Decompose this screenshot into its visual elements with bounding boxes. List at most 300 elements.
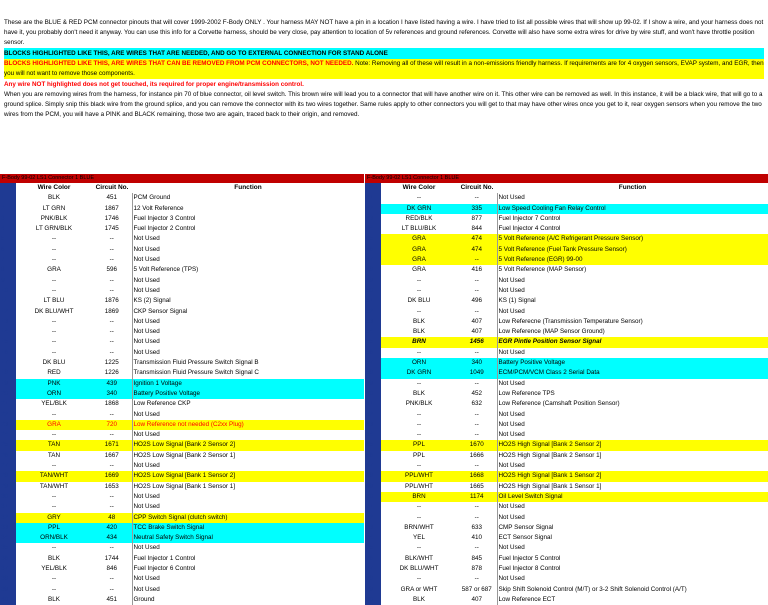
wire-color: -- bbox=[51, 286, 57, 294]
pin-function: Low Referecne (Transmission Temperature Sensor) bbox=[497, 317, 768, 327]
table-row bbox=[365, 193, 768, 203]
table-row bbox=[365, 585, 768, 595]
circuit-number: 877 bbox=[471, 214, 482, 222]
wire-color: -- bbox=[416, 348, 422, 356]
circuit-number: 596 bbox=[106, 266, 117, 274]
pin-function: HO2S Low Signal [Bank 2 Sensor 2] bbox=[132, 440, 364, 450]
table-row bbox=[365, 265, 768, 275]
wire-color: DK BLU/WHT bbox=[34, 307, 74, 315]
wire-color: -- bbox=[416, 379, 422, 387]
table-row bbox=[365, 420, 768, 430]
circuit-number: -- bbox=[474, 348, 479, 356]
function-header: Function bbox=[234, 184, 262, 191]
circuit-number: 416 bbox=[471, 266, 482, 274]
pin-function: Not Used bbox=[132, 461, 364, 471]
legend-removable-note: Note: Removing all of these will result in a non-emissions friendly harness. If requirements are for 4 oxygen sensors, EVAP system, and EGR, then you will not want to remove those components. bbox=[4, 60, 764, 77]
pin-number: 20 bbox=[0, 389, 16, 399]
pin-function: Transmission Fluid Pressure Switch Signal B bbox=[132, 358, 364, 368]
pin-function: HO2S Low Signal [Bank 1 Sensor 1] bbox=[132, 482, 364, 492]
table-row bbox=[365, 399, 768, 409]
table-row bbox=[0, 502, 364, 512]
wire-color: LT GRN/BLK bbox=[35, 225, 73, 233]
wire-color: PPL bbox=[413, 451, 425, 459]
pin-function: Not Used bbox=[497, 276, 768, 286]
table-row bbox=[0, 482, 364, 492]
pin-number: 10 bbox=[0, 286, 16, 296]
legend-needed: BLOCKS HIGHLIGHTED LIKE THIS, ARE WIRES THAT ARE NEEDED, AND GO TO EXTERNAL CONNECTION FOR STAND ALONE bbox=[4, 48, 764, 59]
wire-color: -- bbox=[416, 431, 422, 439]
pin-number: 2 bbox=[0, 204, 16, 214]
pin-number: 37 bbox=[0, 564, 16, 574]
circuit-number: 1174 bbox=[457, 492, 497, 502]
wire-color: DK BLU bbox=[42, 359, 66, 367]
left-pinout-table bbox=[0, 174, 364, 605]
header-row bbox=[365, 183, 768, 193]
table-row bbox=[365, 327, 768, 337]
pin-function: HO2S High Signal [Bank 2 Sensor 2] bbox=[497, 440, 768, 450]
table-row bbox=[0, 451, 364, 461]
table-row bbox=[0, 327, 364, 337]
pin-function: Fuel Injector 5 Control bbox=[497, 554, 768, 564]
wire-color: -- bbox=[416, 410, 422, 418]
circuit-number: -- bbox=[474, 307, 479, 315]
circuit-number: -- bbox=[109, 328, 114, 336]
pin-function: Not Used bbox=[132, 348, 364, 358]
pin-function: EGR Pintle Position Sensor Signal bbox=[497, 337, 768, 347]
pin-function: Low Reference (Camshaft Position Sensor) bbox=[497, 399, 768, 409]
pin-function: Not Used bbox=[497, 543, 768, 553]
table-row bbox=[0, 204, 364, 214]
table-row bbox=[0, 554, 364, 564]
table-row bbox=[0, 234, 364, 244]
pin-number: 35 bbox=[0, 543, 16, 553]
wire-color: YEL/BLK bbox=[41, 400, 67, 408]
pin-function: Not Used bbox=[497, 420, 768, 430]
table-row bbox=[0, 337, 364, 347]
pin-number: 9 bbox=[0, 276, 16, 286]
circuit-number: 439 bbox=[92, 379, 132, 389]
pin-number: 30 bbox=[0, 492, 16, 502]
wire-color: ORN bbox=[381, 358, 457, 368]
circuit-number: -- bbox=[474, 379, 479, 387]
wire-color: DK GRN bbox=[381, 368, 457, 378]
pin-function: ECM/PCM/VCM Class 2 Serial Data bbox=[497, 368, 768, 378]
pin-number: 25 bbox=[0, 440, 16, 450]
circuit-number: -- bbox=[474, 575, 479, 583]
pin-function: Not Used bbox=[497, 410, 768, 420]
pin-header: Pin bbox=[365, 183, 381, 193]
table-row bbox=[0, 430, 364, 440]
table-row bbox=[0, 410, 364, 420]
circuit-number: -- bbox=[474, 513, 479, 521]
pin-function: Transmission Fluid Pressure Switch Signal C bbox=[132, 368, 364, 378]
pin-function: HO2S Low Signal [Bank 2 Sensor 1] bbox=[132, 451, 364, 461]
wire-color: -- bbox=[51, 276, 57, 284]
pin-function: Oil Level Switch Signal bbox=[497, 492, 768, 502]
pin-number: 29 bbox=[0, 482, 16, 492]
circuit-number: -- bbox=[474, 410, 479, 418]
circuit-number: 451 bbox=[106, 194, 117, 202]
circuit-number: 1867 bbox=[104, 204, 119, 212]
wire-color: PPL/WHT bbox=[381, 471, 457, 481]
table-row bbox=[0, 471, 364, 481]
table-row bbox=[365, 379, 768, 389]
pin-number: 69 bbox=[365, 482, 381, 492]
pin-function: Not Used bbox=[132, 430, 364, 440]
pin-function: Not Used bbox=[132, 585, 364, 595]
pin-number: 78 bbox=[365, 574, 381, 584]
pin-number: 11 bbox=[0, 296, 16, 306]
table-row bbox=[0, 595, 364, 605]
pin-function: Ignition 1 Voltage bbox=[132, 379, 364, 389]
pin-number: 72 bbox=[365, 513, 381, 523]
pin-number: 33 bbox=[0, 523, 16, 533]
pin-function: TCC Brake Switch Signal bbox=[132, 523, 364, 533]
pin-function: Battery Positive Voltage bbox=[132, 389, 364, 399]
circuit-number: 1665 bbox=[469, 482, 484, 490]
pin-number: 79 bbox=[365, 585, 381, 595]
table-row bbox=[365, 461, 768, 471]
pin-number: 1 bbox=[0, 193, 16, 203]
table-row bbox=[0, 276, 364, 286]
table-row bbox=[365, 554, 768, 564]
pin-function: Not Used bbox=[132, 502, 364, 512]
table-row bbox=[365, 286, 768, 296]
table-row bbox=[365, 471, 768, 481]
pin-number: 18 bbox=[0, 368, 16, 378]
circuit-number: 407 bbox=[471, 317, 482, 325]
table-row bbox=[0, 265, 364, 275]
wire-color: GRA bbox=[412, 266, 426, 274]
circuit-header: Circuit No. bbox=[95, 184, 129, 191]
pin-function: Battery Positive Voltage bbox=[497, 358, 768, 368]
table-row bbox=[365, 307, 768, 317]
wire-color: YEL/BLK bbox=[41, 564, 67, 572]
pin-function: Not Used bbox=[132, 337, 364, 347]
pin-function: CPP Switch Signal (clutch switch) bbox=[132, 513, 364, 523]
pin-function: 5 Volt Reference (EGR) 99-00 bbox=[497, 255, 768, 265]
pin-function: Low Reference not needed (C2xx Plug) bbox=[132, 420, 364, 430]
pin-number: 23 bbox=[0, 420, 16, 430]
pin-number: 68 bbox=[365, 471, 381, 481]
pin-number: 62 bbox=[365, 410, 381, 420]
circuit-number: 632 bbox=[471, 400, 482, 408]
wire-color: -- bbox=[51, 544, 57, 552]
table-row bbox=[0, 389, 364, 399]
pin-function: Low Reference ECT bbox=[497, 595, 768, 605]
pin-number: 51 bbox=[365, 296, 381, 306]
pin-number: 64 bbox=[365, 430, 381, 440]
wire-color: -- bbox=[51, 328, 57, 336]
table-row bbox=[365, 492, 768, 502]
wire-color: ORN bbox=[16, 389, 92, 399]
pin-function: Not Used bbox=[132, 410, 364, 420]
pin-number: 26 bbox=[0, 451, 16, 461]
circuit-number: 1668 bbox=[457, 471, 497, 481]
circuit-number: 1666 bbox=[469, 451, 484, 459]
pin-function: CMP Sensor Signal bbox=[497, 523, 768, 533]
pin-function: Not Used bbox=[497, 513, 768, 523]
wire-color: GRA bbox=[381, 245, 457, 255]
pin-number: 48 bbox=[365, 265, 381, 275]
wire-color: -- bbox=[416, 575, 422, 583]
pin-number: 74 bbox=[365, 533, 381, 543]
pin-function: Fuel Injector 2 Control bbox=[132, 224, 364, 234]
legend-not-highlighted: Any wire NOT highlighted does not get touched, its required for proper engine/transmission control. bbox=[4, 81, 304, 88]
table-row bbox=[0, 255, 364, 265]
legend-removable bbox=[4, 59, 764, 79]
wire-color: -- bbox=[51, 338, 57, 346]
pin-number: 65 bbox=[365, 440, 381, 450]
circuit-number: 1456 bbox=[457, 337, 497, 347]
wire-color: -- bbox=[51, 235, 57, 243]
pin-number: 32 bbox=[0, 513, 16, 523]
circuit-number: 407 bbox=[471, 595, 482, 603]
pin-number: 52 bbox=[365, 307, 381, 317]
wire-color: LT BLU/BLK bbox=[401, 225, 437, 233]
table-row bbox=[0, 307, 364, 317]
wire-color: -- bbox=[51, 317, 57, 325]
pin-function: Not Used bbox=[132, 276, 364, 286]
circuit-number: -- bbox=[109, 431, 114, 439]
pin-function: Not Used bbox=[132, 574, 364, 584]
circuit-number: 1670 bbox=[457, 440, 497, 450]
circuit-number: 1653 bbox=[104, 482, 119, 490]
circuit-number: 1746 bbox=[104, 214, 119, 222]
wire-color: -- bbox=[51, 245, 57, 253]
pin-function: Not Used bbox=[497, 348, 768, 358]
wire-color: BLK bbox=[413, 595, 425, 603]
pin-number: 75 bbox=[365, 543, 381, 553]
pin-function: Low Reference CKP bbox=[132, 399, 364, 409]
circuit-number: 1225 bbox=[104, 359, 119, 367]
pin-number: 59 bbox=[365, 379, 381, 389]
circuit-number: -- bbox=[109, 256, 114, 264]
pin-number: 12 bbox=[0, 307, 16, 317]
table-row bbox=[365, 595, 768, 605]
table-row bbox=[0, 399, 364, 409]
wire-color: DK BLU/WHT bbox=[399, 564, 439, 572]
wire-color: DK GRN bbox=[381, 204, 457, 214]
pin-function: 12 Volt Reference bbox=[132, 204, 364, 214]
wire-color: -- bbox=[51, 256, 57, 264]
pin-number: 76 bbox=[365, 554, 381, 564]
pin-function: Fuel Injector 7 Control bbox=[497, 214, 768, 224]
pin-number: 22 bbox=[0, 410, 16, 420]
circuit-number: -- bbox=[109, 348, 114, 356]
table-row bbox=[365, 224, 768, 234]
table-row bbox=[0, 574, 364, 584]
table-row bbox=[365, 451, 768, 461]
pin-function: 5 Volt Reference (MAP Sensor) bbox=[497, 265, 768, 275]
pin-number: 66 bbox=[365, 451, 381, 461]
pin-function: Not Used bbox=[132, 286, 364, 296]
pin-number: 57 bbox=[365, 358, 381, 368]
function-header: Function bbox=[618, 184, 647, 191]
pin-number: 4 bbox=[0, 224, 16, 234]
circuit-number: -- bbox=[109, 410, 114, 418]
circuit-number: 846 bbox=[106, 564, 117, 572]
pin-function: 5 Volt Reference (TPS) bbox=[132, 265, 364, 275]
pin-number: 38 bbox=[0, 574, 16, 584]
table-row bbox=[0, 317, 364, 327]
header-row bbox=[0, 183, 364, 193]
wire-color-header: Wire Color bbox=[402, 184, 436, 191]
table-row bbox=[365, 245, 768, 255]
circuit-number: 1671 bbox=[92, 440, 132, 450]
pin-number: 73 bbox=[365, 523, 381, 533]
table-row bbox=[365, 389, 768, 399]
pin-number: 61 bbox=[365, 399, 381, 409]
pin-function: Fuel Injector 4 Control bbox=[497, 224, 768, 234]
wire-color: PPL bbox=[16, 523, 92, 533]
circuit-number: 720 bbox=[92, 420, 132, 430]
circuit-number: 420 bbox=[92, 523, 132, 533]
circuit-number: -- bbox=[109, 276, 114, 284]
table-row bbox=[0, 296, 364, 306]
pin-number: 21 bbox=[0, 399, 16, 409]
table-row bbox=[0, 368, 364, 378]
table-row bbox=[365, 543, 768, 553]
pin-function: Low Reference TPS bbox=[497, 389, 768, 399]
pin-function: PCM Ground bbox=[132, 193, 364, 203]
table-row bbox=[0, 585, 364, 595]
circuit-number: 410 bbox=[471, 534, 482, 542]
table-row bbox=[0, 564, 364, 574]
table-row bbox=[0, 379, 364, 389]
table-row bbox=[0, 543, 364, 553]
circuit-number: -- bbox=[474, 286, 479, 294]
pin-number: 46 bbox=[365, 245, 381, 255]
wire-color: -- bbox=[51, 410, 57, 418]
wire-color: PPL/WHT bbox=[405, 482, 433, 490]
pin-function: Not Used bbox=[497, 286, 768, 296]
circuit-number: 1869 bbox=[104, 307, 119, 315]
circuit-number: -- bbox=[109, 235, 114, 243]
circuit-number: -- bbox=[474, 431, 479, 439]
circuit-number: 878 bbox=[471, 564, 482, 572]
table-row bbox=[365, 513, 768, 523]
table-row bbox=[365, 358, 768, 368]
connector-title-row bbox=[365, 174, 768, 183]
pin-number: 24 bbox=[0, 430, 16, 440]
table-row bbox=[365, 337, 768, 347]
circuit-number: -- bbox=[109, 245, 114, 253]
circuit-number: 451 bbox=[106, 595, 117, 603]
pin-number: 47 bbox=[365, 255, 381, 265]
table-row bbox=[0, 513, 364, 523]
wire-color: GRA bbox=[381, 234, 457, 244]
pin-function: Neutral Safety Switch Signal bbox=[132, 533, 364, 543]
pin-function: Low Speed Cooling Fan Relay Control bbox=[497, 204, 768, 214]
table-row bbox=[0, 348, 364, 358]
pin-number: 8 bbox=[0, 265, 16, 275]
table-row bbox=[365, 482, 768, 492]
table-row bbox=[365, 214, 768, 224]
wire-color: YEL bbox=[413, 534, 425, 542]
pin-function: Fuel Injector 3 Control bbox=[132, 214, 364, 224]
pin-number: 63 bbox=[365, 420, 381, 430]
wire-color: -- bbox=[51, 431, 57, 439]
circuit-number: 340 bbox=[457, 358, 497, 368]
wire-color: PPL bbox=[381, 440, 457, 450]
pin-function: Not Used bbox=[497, 430, 768, 440]
wire-color: TAN/WHT bbox=[16, 471, 92, 481]
pin-function: Not Used bbox=[497, 502, 768, 512]
table-row bbox=[365, 296, 768, 306]
legend-removable-title: BLOCKS HIGHLIGHTED LIKE THIS, ARE WIRES THAT CAN BE REMOVED FROM PCM CONNECTORS, NOT NEEDED. bbox=[4, 60, 354, 67]
wire-color: -- bbox=[51, 585, 57, 593]
wire-color: -- bbox=[416, 513, 422, 521]
pin-function: Fuel Injector 8 Control bbox=[497, 564, 768, 574]
table-row bbox=[365, 348, 768, 358]
table-row bbox=[365, 533, 768, 543]
circuit-number: 1744 bbox=[104, 554, 119, 562]
pin-number: 16 bbox=[0, 348, 16, 358]
pin-number: 41 bbox=[365, 193, 381, 203]
pin-function: Not Used bbox=[132, 543, 364, 553]
pin-number: 31 bbox=[0, 502, 16, 512]
wire-color: TAN bbox=[16, 440, 92, 450]
circuit-number: -- bbox=[457, 255, 497, 265]
wire-color-header: Wire Color bbox=[37, 184, 71, 191]
circuit-number: -- bbox=[109, 317, 114, 325]
wire-color: BLK bbox=[413, 328, 425, 336]
pin-number: 43 bbox=[365, 214, 381, 224]
circuit-number: 474 bbox=[457, 234, 497, 244]
pin-number: 70 bbox=[365, 492, 381, 502]
table-row bbox=[0, 492, 364, 502]
table-row bbox=[365, 276, 768, 286]
pin-number: 17 bbox=[0, 358, 16, 368]
pin-number: 7 bbox=[0, 255, 16, 265]
pin-function: Not Used bbox=[132, 234, 364, 244]
wire-color: -- bbox=[416, 544, 422, 552]
pin-number: 13 bbox=[0, 317, 16, 327]
circuit-number: -- bbox=[109, 492, 114, 500]
pin-function: Not Used bbox=[132, 255, 364, 265]
pin-number: 45 bbox=[365, 234, 381, 244]
circuit-number: -- bbox=[474, 194, 479, 202]
pin-function: ECT Sensor Signal bbox=[497, 533, 768, 543]
circuit-number: 1745 bbox=[104, 225, 119, 233]
circuit-number: -- bbox=[474, 462, 479, 470]
pin-function: Ground bbox=[132, 595, 364, 605]
pin-number: 58 bbox=[365, 368, 381, 378]
wire-color: PNK/BLK bbox=[405, 400, 433, 408]
table-row bbox=[365, 523, 768, 533]
wire-color: -- bbox=[416, 194, 422, 202]
circuit-number: 845 bbox=[471, 554, 482, 562]
circuit-number: 340 bbox=[92, 389, 132, 399]
wire-color: -- bbox=[416, 307, 422, 315]
table-row bbox=[365, 368, 768, 378]
circuit-number: 1669 bbox=[92, 471, 132, 481]
wire-color: BLK/WHT bbox=[405, 554, 433, 562]
wire-color: GRA bbox=[381, 255, 457, 265]
wire-color: -- bbox=[51, 503, 57, 511]
circuit-number: -- bbox=[109, 286, 114, 294]
circuit-number: 434 bbox=[92, 533, 132, 543]
intro-notes bbox=[4, 18, 764, 120]
pin-function: Not Used bbox=[497, 461, 768, 471]
circuit-number: -- bbox=[474, 503, 479, 511]
wire-color: LT BLU bbox=[43, 297, 65, 305]
wire-color: BLK bbox=[48, 595, 60, 603]
table-row bbox=[365, 255, 768, 265]
circuit-number: -- bbox=[109, 544, 114, 552]
wire-color: -- bbox=[51, 462, 57, 470]
